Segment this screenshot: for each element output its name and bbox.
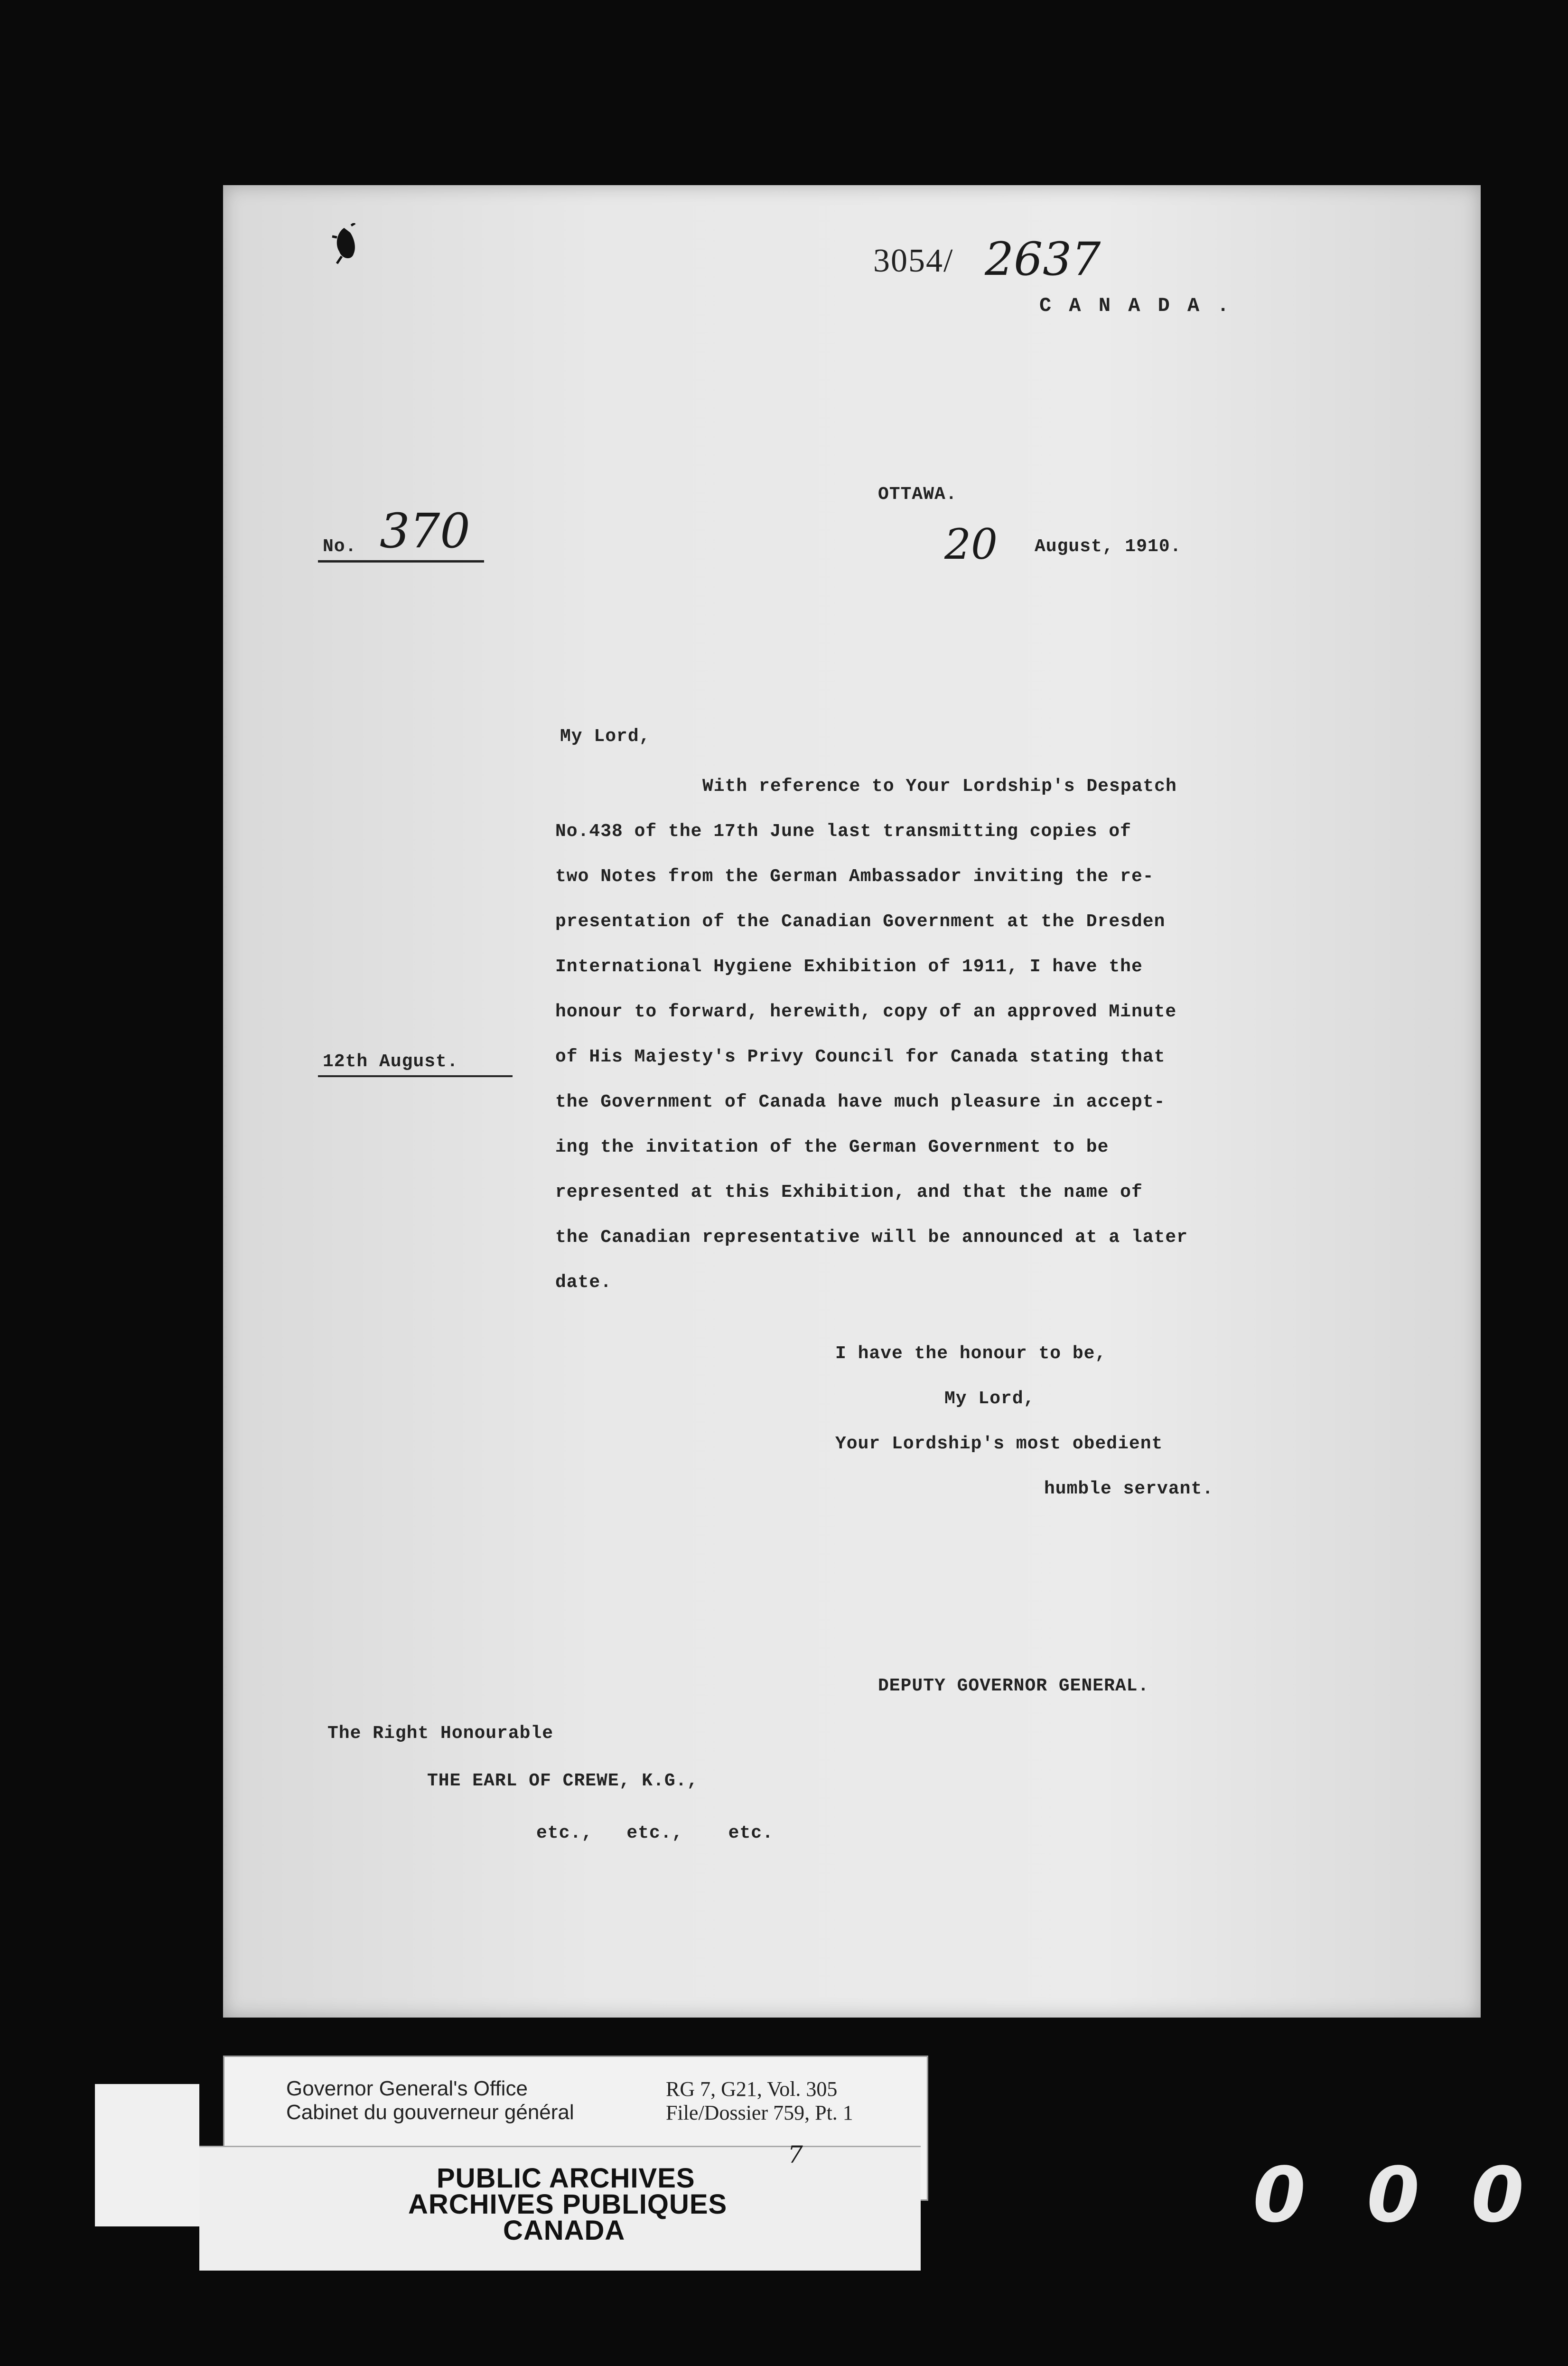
archive-file: File/Dossier 759, Pt. 1 <box>666 2101 853 2124</box>
frame-counter-digit-3: 0 <box>1471 2150 1524 2239</box>
body-line-4: presentation of the Canadian Government at the Dresden <box>555 911 1166 932</box>
closing-line-3: Your Lordship's most obedient <box>835 1434 1163 1454</box>
office-english: Governor General's Office <box>286 2077 528 2100</box>
despatch-number-handwritten: 370 <box>380 503 470 559</box>
body-line-2: No.438 of the 17th June last transmitting copies of <box>555 821 1131 842</box>
body-line-8: the Government of Canada have much pleasure in accept- <box>555 1092 1166 1112</box>
closing-line-1: I have the honour to be, <box>835 1343 1107 1364</box>
addressee-line-2: THE EARL OF CREWE, K.G., <box>427 1771 699 1791</box>
body-line-3: two Notes from the German Ambassador inviting the re- <box>555 866 1154 887</box>
frame-counter-digit-1: 0 <box>1253 2150 1306 2239</box>
despatch-number-underline <box>318 560 484 563</box>
body-line-7: of His Majesty's Privy Council for Canada stating that <box>555 1047 1166 1067</box>
addressee-line-1: The Right Honourable <box>327 1723 554 1744</box>
addressee-line-3: etc., etc., etc. <box>536 1823 774 1843</box>
label-strip-left <box>95 2084 199 2226</box>
body-line-10: represented at this Exhibition, and that the name of <box>555 1182 1143 1202</box>
body-line-1: With reference to Your Lordship's Despatch <box>702 776 1177 797</box>
stamp-archives-publiques: ARCHIVES PUBLIQUES <box>408 2189 728 2220</box>
place-ottawa: OTTAWA. <box>878 484 957 505</box>
stamp-public-archives: PUBLIC ARCHIVES <box>437 2163 695 2194</box>
closing-line-2: My Lord, <box>944 1389 1035 1409</box>
archive-reference: RG 7, G21, Vol. 305 <box>666 2077 838 2101</box>
body-line-11: the Canadian representative will be announced at a later <box>555 1227 1188 1248</box>
despatch-number-prefix: No. <box>323 536 357 557</box>
closing-line-4: humble servant. <box>1044 1479 1214 1499</box>
body-line-12: date. <box>555 1272 612 1293</box>
ink-blot-mark <box>327 223 361 266</box>
label-handwritten-mark: 7 <box>788 2141 803 2169</box>
stamp-canada: CANADA <box>503 2215 625 2246</box>
body-line-6: honour to forward, herewith, copy of an approved Minute <box>555 1002 1177 1022</box>
date-month-year: August, 1910. <box>1035 536 1182 557</box>
country-heading: C A N A D A . <box>1039 294 1232 317</box>
date-day-handwritten: 20 <box>944 520 998 569</box>
file-number-handwritten: 2637 <box>985 233 1101 286</box>
frame-counter-digit-2: 0 <box>1367 2150 1420 2239</box>
salutation: My Lord, <box>560 726 651 747</box>
body-line-9: ing the invitation of the German Government to be <box>555 1137 1109 1157</box>
file-number-typed: 3054/ <box>873 243 954 279</box>
margin-note-underline <box>318 1075 513 1077</box>
signature-title: DEPUTY GOVERNOR GENERAL. <box>878 1676 1149 1696</box>
body-line-5: International Hygiene Exhibition of 1911, I have the <box>555 957 1143 977</box>
office-french: Cabinet du gouverneur général <box>286 2101 574 2124</box>
margin-note-date: 12th August. <box>323 1052 458 1072</box>
